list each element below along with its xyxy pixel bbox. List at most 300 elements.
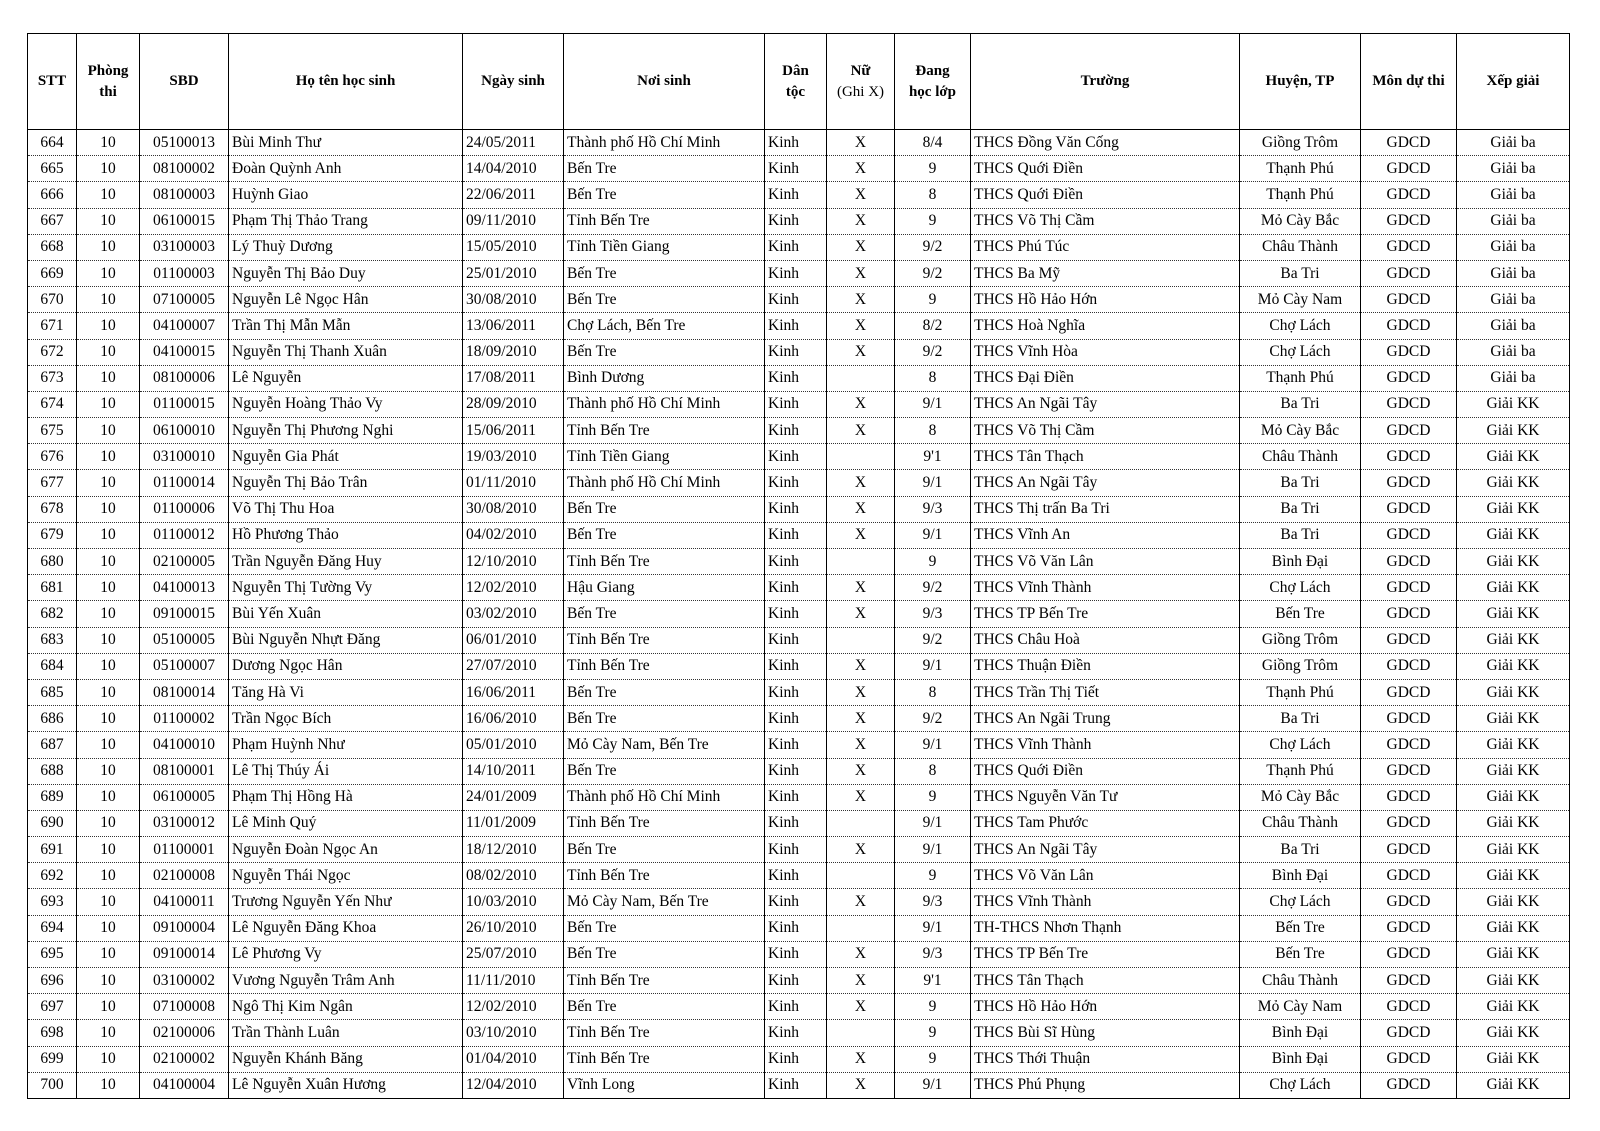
subject-cell: GDCD — [1361, 182, 1457, 208]
sbd-cell: 04100010 — [140, 732, 229, 758]
grade-cell: 9/2 — [895, 234, 971, 260]
subject-cell: GDCD — [1361, 706, 1457, 732]
dob-cell: 11/01/2009 — [463, 810, 564, 836]
stt-cell: 684 — [28, 653, 77, 679]
award-cell: Giải KK — [1457, 1020, 1570, 1046]
grade-cell: 9 — [895, 994, 971, 1020]
ethnic-cell: Kinh — [765, 365, 827, 391]
school-cell: THCS Quới Điền — [971, 156, 1240, 182]
dob-cell: 18/12/2010 — [463, 837, 564, 863]
grade-cell: 9/1 — [895, 653, 971, 679]
grade-cell: 8 — [895, 182, 971, 208]
sbd-cell: 02100002 — [140, 1046, 229, 1072]
birthplace-cell: Bến Tre — [564, 601, 765, 627]
sbd-cell: 05100005 — [140, 627, 229, 653]
room-cell: 10 — [77, 915, 140, 941]
subject-cell: GDCD — [1361, 863, 1457, 889]
school-cell: THCS Tân Thạch — [971, 444, 1240, 470]
award-cell: Giải ba — [1457, 313, 1570, 339]
room-cell: 10 — [77, 549, 140, 575]
name-cell: Huỳnh Giao — [229, 182, 463, 208]
female-cell — [827, 549, 895, 575]
stt-cell: 700 — [28, 1072, 77, 1098]
grade-cell: 9/1 — [895, 732, 971, 758]
stt-cell: 675 — [28, 418, 77, 444]
name-cell: Trần Nguyễn Đăng Huy — [229, 549, 463, 575]
ethnic-cell: Kinh — [765, 522, 827, 548]
female-cell: X — [827, 758, 895, 784]
dob-cell: 12/02/2010 — [463, 994, 564, 1020]
subject-cell: GDCD — [1361, 889, 1457, 915]
grade-cell: 9/1 — [895, 837, 971, 863]
stt-cell: 699 — [28, 1046, 77, 1072]
dob-cell: 09/11/2010 — [463, 208, 564, 234]
female-cell: X — [827, 156, 895, 182]
stt-cell: 676 — [28, 444, 77, 470]
dob-cell: 15/06/2011 — [463, 418, 564, 444]
school-cell: THCS Quới Điền — [971, 182, 1240, 208]
grade-cell: 9 — [895, 1046, 971, 1072]
table-row — [28, 470, 1570, 496]
stt-cell: 683 — [28, 627, 77, 653]
name-cell: Trần Ngọc Bích — [229, 706, 463, 732]
table-row — [28, 575, 1570, 601]
stt-cell: 671 — [28, 313, 77, 339]
dob-cell: 12/02/2010 — [463, 575, 564, 601]
results-sheet — [27, 33, 1570, 1099]
subject-cell: GDCD — [1361, 653, 1457, 679]
table-row — [28, 994, 1570, 1020]
district-cell: Thạnh Phú — [1240, 679, 1361, 705]
award-cell: Giải KK — [1457, 889, 1570, 915]
room-cell: 10 — [77, 653, 140, 679]
sbd-cell: 01100015 — [140, 391, 229, 417]
sbd-cell: 03100002 — [140, 968, 229, 994]
dob-cell: 05/01/2010 — [463, 732, 564, 758]
birthplace-cell: Bến Tre — [564, 837, 765, 863]
ethnic-cell: Kinh — [765, 758, 827, 784]
sbd-cell: 09100015 — [140, 601, 229, 627]
sbd-cell: 06100005 — [140, 784, 229, 810]
name-cell: Nguyễn Đoàn Ngọc An — [229, 837, 463, 863]
birthplace-cell: Bến Tre — [564, 156, 765, 182]
stt-cell: 687 — [28, 732, 77, 758]
subject-cell: GDCD — [1361, 679, 1457, 705]
sbd-cell: 04100013 — [140, 575, 229, 601]
stt-cell: 666 — [28, 182, 77, 208]
birthplace-cell: Tỉnh Bến Tre — [564, 653, 765, 679]
female-cell: X — [827, 1046, 895, 1072]
dob-cell: 25/07/2010 — [463, 941, 564, 967]
room-cell: 10 — [77, 496, 140, 522]
dob-cell: 30/08/2010 — [463, 287, 564, 313]
header-room: Phòng thi — [77, 34, 140, 130]
ethnic-cell: Kinh — [765, 313, 827, 339]
female-cell: X — [827, 522, 895, 548]
grade-cell: 9/2 — [895, 706, 971, 732]
district-cell: Mỏ Cày Bắc — [1240, 418, 1361, 444]
stt-cell: 693 — [28, 889, 77, 915]
room-cell: 10 — [77, 706, 140, 732]
subject-cell: GDCD — [1361, 601, 1457, 627]
name-cell: Nguyễn Thị Thanh Xuân — [229, 339, 463, 365]
female-cell: X — [827, 130, 895, 156]
district-cell: Bến Tre — [1240, 915, 1361, 941]
dob-cell: 11/11/2010 — [463, 968, 564, 994]
female-cell: X — [827, 470, 895, 496]
sbd-cell: 08100001 — [140, 758, 229, 784]
name-cell: Lý Thuỳ Dương — [229, 234, 463, 260]
header-school: Trường — [971, 34, 1240, 130]
stt-cell: 668 — [28, 234, 77, 260]
stt-cell: 689 — [28, 784, 77, 810]
dob-cell: 28/09/2010 — [463, 391, 564, 417]
subject-cell: GDCD — [1361, 470, 1457, 496]
district-cell: Ba Tri — [1240, 837, 1361, 863]
award-cell: Giải ba — [1457, 156, 1570, 182]
female-cell: X — [827, 784, 895, 810]
birthplace-cell: Thành phố Hồ Chí Minh — [564, 784, 765, 810]
room-cell: 10 — [77, 758, 140, 784]
header-subject: Môn dự thi — [1361, 34, 1457, 130]
table-row — [28, 156, 1570, 182]
dob-cell: 16/06/2010 — [463, 706, 564, 732]
grade-cell: 9 — [895, 208, 971, 234]
sbd-cell: 09100014 — [140, 941, 229, 967]
female-cell — [827, 444, 895, 470]
subject-cell: GDCD — [1361, 810, 1457, 836]
header-sbd: SBD — [140, 34, 229, 130]
subject-cell: GDCD — [1361, 313, 1457, 339]
table-row — [28, 810, 1570, 836]
name-cell: Nguyễn Gia Phát — [229, 444, 463, 470]
birthplace-cell: Bến Tre — [564, 182, 765, 208]
name-cell: Trần Thành Luân — [229, 1020, 463, 1046]
ethnic-cell: Kinh — [765, 915, 827, 941]
stt-cell: 681 — [28, 575, 77, 601]
district-cell: Châu Thành — [1240, 444, 1361, 470]
subject-cell: GDCD — [1361, 915, 1457, 941]
ethnic-cell: Kinh — [765, 627, 827, 653]
award-cell: Giải ba — [1457, 365, 1570, 391]
table-row — [28, 313, 1570, 339]
subject-cell: GDCD — [1361, 784, 1457, 810]
table-row — [28, 653, 1570, 679]
female-cell — [827, 915, 895, 941]
table-row — [28, 418, 1570, 444]
sbd-cell: 08100002 — [140, 156, 229, 182]
grade-cell: 9 — [895, 156, 971, 182]
name-cell: Nguyễn Lê Ngọc Hân — [229, 287, 463, 313]
district-cell: Bình Đại — [1240, 1046, 1361, 1072]
sbd-cell: 05100007 — [140, 653, 229, 679]
school-cell: THCS TP Bến Tre — [971, 601, 1240, 627]
subject-cell: GDCD — [1361, 549, 1457, 575]
stt-cell: 697 — [28, 994, 77, 1020]
ethnic-cell: Kinh — [765, 1046, 827, 1072]
birthplace-cell: Tỉnh Tiền Giang — [564, 234, 765, 260]
room-cell: 10 — [77, 522, 140, 548]
ethnic-cell: Kinh — [765, 575, 827, 601]
room-cell: 10 — [77, 208, 140, 234]
award-cell: Giải KK — [1457, 941, 1570, 967]
room-cell: 10 — [77, 837, 140, 863]
district-cell: Ba Tri — [1240, 470, 1361, 496]
district-cell: Châu Thành — [1240, 234, 1361, 260]
birthplace-cell: Bến Tre — [564, 941, 765, 967]
table-row — [28, 758, 1570, 784]
district-cell: Thạnh Phú — [1240, 156, 1361, 182]
room-cell: 10 — [77, 1046, 140, 1072]
table-row — [28, 130, 1570, 156]
header-name: Họ tên học sinh — [229, 34, 463, 130]
grade-cell: 9/3 — [895, 889, 971, 915]
stt-cell: 691 — [28, 837, 77, 863]
award-cell: Giải KK — [1457, 810, 1570, 836]
table-row — [28, 1020, 1570, 1046]
female-cell: X — [827, 732, 895, 758]
district-cell: Ba Tri — [1240, 522, 1361, 548]
room-cell: 10 — [77, 182, 140, 208]
table-row — [28, 365, 1570, 391]
ethnic-cell: Kinh — [765, 156, 827, 182]
subject-cell: GDCD — [1361, 627, 1457, 653]
female-cell — [827, 863, 895, 889]
district-cell: Ba Tri — [1240, 391, 1361, 417]
table-row — [28, 706, 1570, 732]
stt-cell: 680 — [28, 549, 77, 575]
award-cell: Giải KK — [1457, 496, 1570, 522]
dob-cell: 22/06/2011 — [463, 182, 564, 208]
district-cell: Chợ Lách — [1240, 889, 1361, 915]
school-cell: THCS Hồ Hảo Hớn — [971, 994, 1240, 1020]
room-cell: 10 — [77, 260, 140, 286]
grade-cell: 9/1 — [895, 1072, 971, 1098]
grade-cell: 9/3 — [895, 496, 971, 522]
table-row — [28, 182, 1570, 208]
ethnic-cell: Kinh — [765, 810, 827, 836]
grade-cell: 9'1 — [895, 444, 971, 470]
subject-cell: GDCD — [1361, 758, 1457, 784]
award-cell: Giải KK — [1457, 391, 1570, 417]
sbd-cell: 09100004 — [140, 915, 229, 941]
subject-cell: GDCD — [1361, 1046, 1457, 1072]
district-cell: Bến Tre — [1240, 941, 1361, 967]
name-cell: Phạm Thị Thảo Trang — [229, 208, 463, 234]
room-cell: 10 — [77, 313, 140, 339]
subject-cell: GDCD — [1361, 365, 1457, 391]
district-cell: Ba Tri — [1240, 260, 1361, 286]
stt-cell: 673 — [28, 365, 77, 391]
header-dob: Ngày sinh — [463, 34, 564, 130]
school-cell: THCS Vĩnh Hòa — [971, 339, 1240, 365]
dob-cell: 18/09/2010 — [463, 339, 564, 365]
dob-cell: 24/05/2011 — [463, 130, 564, 156]
subject-cell: GDCD — [1361, 1020, 1457, 1046]
stt-cell: 679 — [28, 522, 77, 548]
district-cell: Chợ Lách — [1240, 1072, 1361, 1098]
subject-cell: GDCD — [1361, 444, 1457, 470]
birthplace-cell: Tỉnh Bến Tre — [564, 1046, 765, 1072]
school-cell: THCS Thới Thuận — [971, 1046, 1240, 1072]
school-cell: THCS Võ Thị Cầm — [971, 418, 1240, 444]
subject-cell: GDCD — [1361, 260, 1457, 286]
female-cell: X — [827, 941, 895, 967]
school-cell: THCS Châu Hoà — [971, 627, 1240, 653]
subject-cell: GDCD — [1361, 1072, 1457, 1098]
ethnic-cell: Kinh — [765, 994, 827, 1020]
award-cell: Giải KK — [1457, 444, 1570, 470]
ethnic-cell: Kinh — [765, 1020, 827, 1046]
dob-cell: 14/04/2010 — [463, 156, 564, 182]
table-row — [28, 260, 1570, 286]
birthplace-cell: Tỉnh Bến Tre — [564, 418, 765, 444]
district-cell: Ba Tri — [1240, 706, 1361, 732]
grade-cell: 9 — [895, 287, 971, 313]
award-cell: Giải KK — [1457, 575, 1570, 601]
birthplace-cell: Bến Tre — [564, 915, 765, 941]
district-cell: Mỏ Cày Nam — [1240, 994, 1361, 1020]
room-cell: 10 — [77, 784, 140, 810]
sbd-cell: 08100003 — [140, 182, 229, 208]
grade-cell: 9 — [895, 784, 971, 810]
ethnic-cell: Kinh — [765, 234, 827, 260]
school-cell: THCS Bùi Sĩ Hùng — [971, 1020, 1240, 1046]
ethnic-cell: Kinh — [765, 941, 827, 967]
school-cell: THCS Võ Văn Lân — [971, 863, 1240, 889]
female-cell: X — [827, 575, 895, 601]
stt-cell: 677 — [28, 470, 77, 496]
grade-cell: 9 — [895, 863, 971, 889]
birthplace-cell: Bến Tre — [564, 758, 765, 784]
birthplace-cell: Bến Tre — [564, 260, 765, 286]
district-cell: Giồng Trôm — [1240, 130, 1361, 156]
room-cell: 10 — [77, 575, 140, 601]
ethnic-cell: Kinh — [765, 1072, 827, 1098]
name-cell: Phạm Huỳnh Như — [229, 732, 463, 758]
birthplace-cell: Chợ Lách, Bến Tre — [564, 313, 765, 339]
room-cell: 10 — [77, 444, 140, 470]
dob-cell: 03/02/2010 — [463, 601, 564, 627]
birthplace-cell: Bến Tre — [564, 287, 765, 313]
award-cell: Giải KK — [1457, 653, 1570, 679]
grade-cell: 8 — [895, 418, 971, 444]
name-cell: Nguyễn Thái Ngọc — [229, 863, 463, 889]
school-cell: THCS An Ngãi Tây — [971, 837, 1240, 863]
table-row — [28, 941, 1570, 967]
school-cell: THCS Vĩnh Thành — [971, 575, 1240, 601]
female-cell: X — [827, 234, 895, 260]
stt-cell: 664 — [28, 130, 77, 156]
school-cell: THCS Hoà Nghĩa — [971, 313, 1240, 339]
female-cell: X — [827, 653, 895, 679]
birthplace-cell: Tỉnh Bến Tre — [564, 627, 765, 653]
grade-cell: 8 — [895, 679, 971, 705]
sbd-cell: 04100011 — [140, 889, 229, 915]
ethnic-cell: Kinh — [765, 889, 827, 915]
ethnic-cell: Kinh — [765, 182, 827, 208]
school-cell: THCS Võ Văn Lân — [971, 549, 1240, 575]
district-cell: Chợ Lách — [1240, 313, 1361, 339]
school-cell: THCS An Ngãi Trung — [971, 706, 1240, 732]
dob-cell: 14/10/2011 — [463, 758, 564, 784]
table-row — [28, 627, 1570, 653]
name-cell: Hồ Phương Thảo — [229, 522, 463, 548]
birthplace-cell: Vĩnh Long — [564, 1072, 765, 1098]
award-cell: Giải KK — [1457, 522, 1570, 548]
award-cell: Giải KK — [1457, 758, 1570, 784]
stt-cell: 688 — [28, 758, 77, 784]
award-cell: Giải KK — [1457, 706, 1570, 732]
room-cell: 10 — [77, 679, 140, 705]
school-cell: THCS Đồng Văn Cống — [971, 130, 1240, 156]
name-cell: Tăng Hà Vi — [229, 679, 463, 705]
female-cell — [827, 810, 895, 836]
sbd-cell: 01100014 — [140, 470, 229, 496]
table-header — [28, 34, 1570, 130]
stt-cell: 670 — [28, 287, 77, 313]
room-cell: 10 — [77, 810, 140, 836]
ethnic-cell: Kinh — [765, 339, 827, 365]
birthplace-cell: Bến Tre — [564, 994, 765, 1020]
ethnic-cell: Kinh — [765, 418, 827, 444]
name-cell: Lê Phương Vy — [229, 941, 463, 967]
subject-cell: GDCD — [1361, 496, 1457, 522]
stt-cell: 669 — [28, 260, 77, 286]
birthplace-cell: Mỏ Cày Nam, Bến Tre — [564, 732, 765, 758]
stt-cell: 672 — [28, 339, 77, 365]
female-cell: X — [827, 391, 895, 417]
award-cell: Giải KK — [1457, 784, 1570, 810]
district-cell: Bình Đại — [1240, 863, 1361, 889]
table-row — [28, 444, 1570, 470]
award-cell: Giải KK — [1457, 1072, 1570, 1098]
award-cell: Giải KK — [1457, 994, 1570, 1020]
ethnic-cell: Kinh — [765, 706, 827, 732]
award-cell: Giải KK — [1457, 601, 1570, 627]
grade-cell: 9/1 — [895, 915, 971, 941]
grade-cell: 9/1 — [895, 810, 971, 836]
grade-cell: 9/1 — [895, 470, 971, 496]
ethnic-cell: Kinh — [765, 837, 827, 863]
dob-cell: 25/01/2010 — [463, 260, 564, 286]
female-cell — [827, 365, 895, 391]
subject-cell: GDCD — [1361, 968, 1457, 994]
district-cell: Mỏ Cày Bắc — [1240, 208, 1361, 234]
award-cell: Giải ba — [1457, 234, 1570, 260]
female-cell: X — [827, 601, 895, 627]
stt-cell: 694 — [28, 915, 77, 941]
award-cell: Giải ba — [1457, 182, 1570, 208]
name-cell: Lê Nguyễn Đăng Khoa — [229, 915, 463, 941]
female-cell: X — [827, 418, 895, 444]
sbd-cell: 01100012 — [140, 522, 229, 548]
school-cell: THCS Tam Phước — [971, 810, 1240, 836]
ethnic-cell: Kinh — [765, 549, 827, 575]
subject-cell: GDCD — [1361, 837, 1457, 863]
ethnic-cell: Kinh — [765, 444, 827, 470]
header-row — [28, 34, 1570, 130]
ethnic-cell: Kinh — [765, 784, 827, 810]
female-cell: X — [827, 889, 895, 915]
table-row — [28, 339, 1570, 365]
award-cell: Giải KK — [1457, 863, 1570, 889]
ethnic-cell: Kinh — [765, 732, 827, 758]
dob-cell: 01/04/2010 — [463, 1046, 564, 1072]
birthplace-cell: Bến Tre — [564, 679, 765, 705]
table-row — [28, 287, 1570, 313]
school-cell: THCS Hồ Hảo Hớn — [971, 287, 1240, 313]
